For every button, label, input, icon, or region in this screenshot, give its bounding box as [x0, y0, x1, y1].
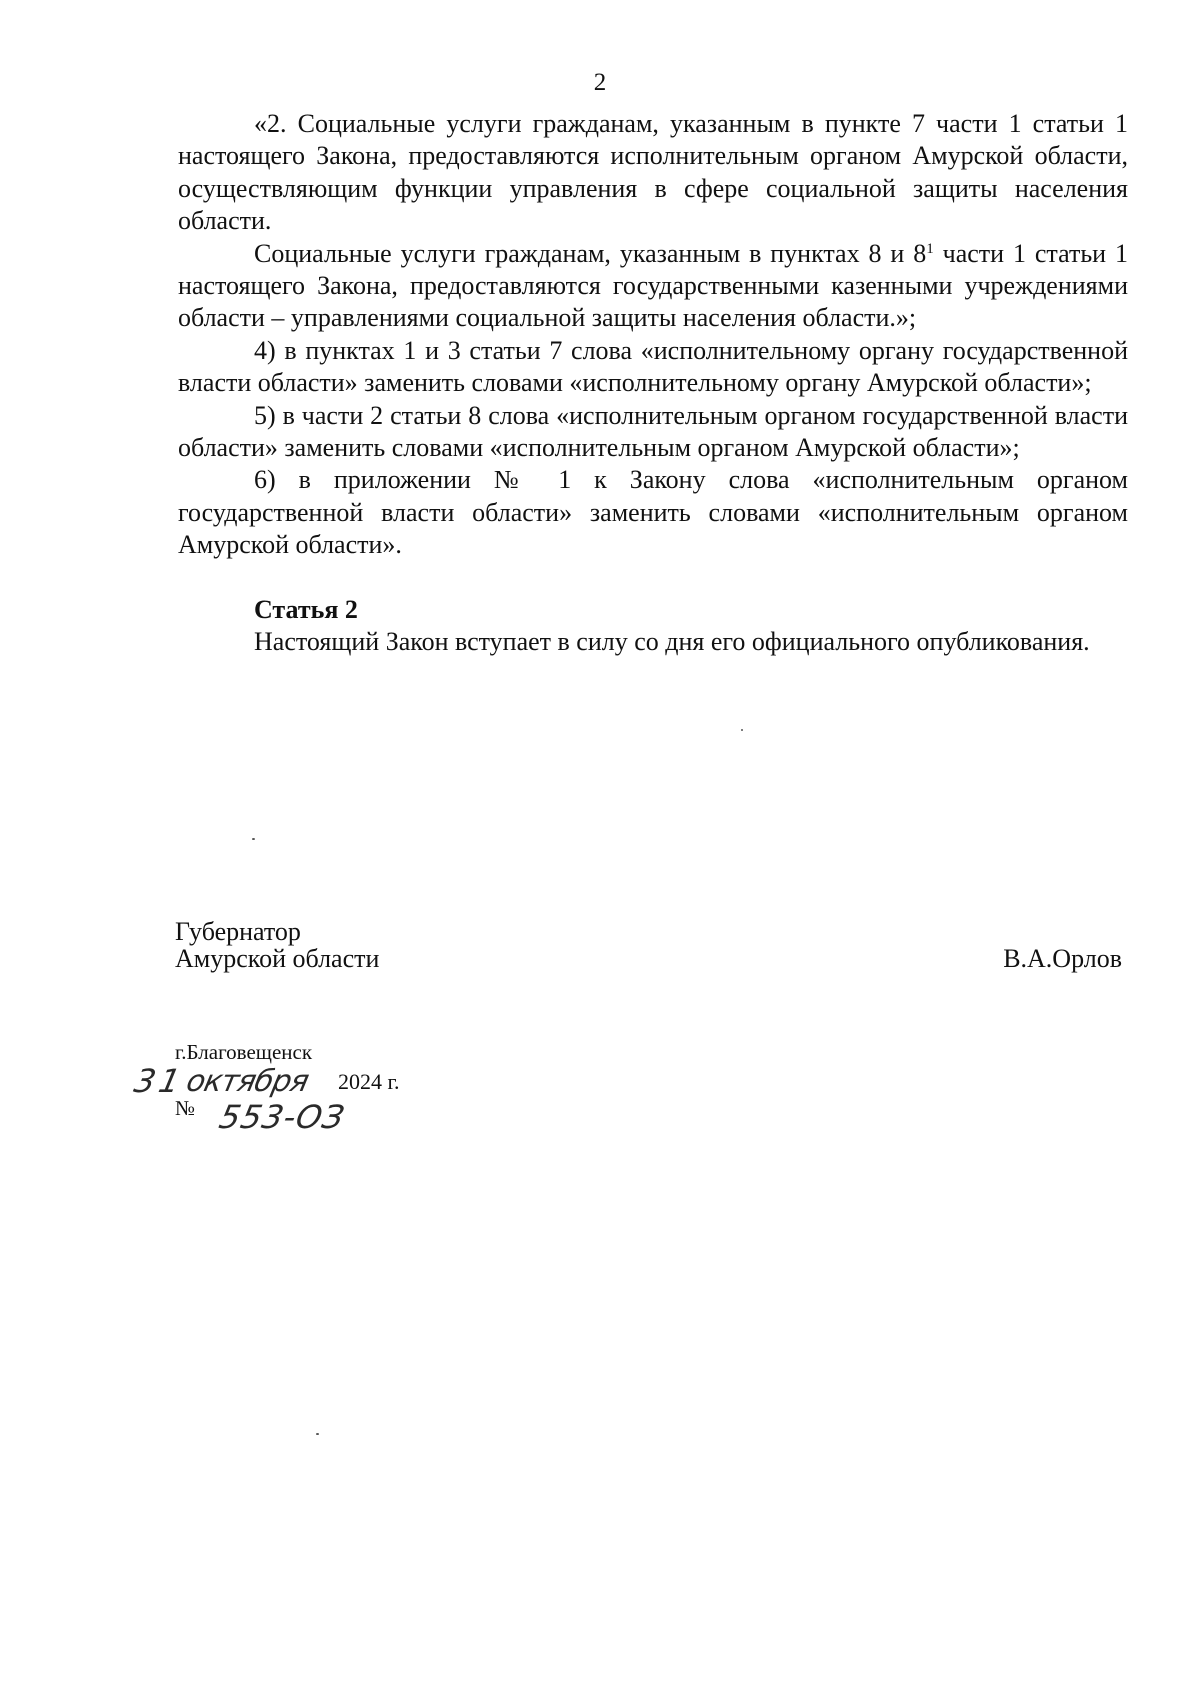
page-number: 2: [593, 69, 607, 96]
superscript: 1: [926, 240, 934, 257]
signatory-title: [175, 918, 379, 972]
paragraph-item-4: 4) в пунктах 1 и 3 статьи 7 слова «исполнительному органу государственной власти области» заменить словами «исполнительному органу Амурской области»;: [178, 335, 1128, 398]
paragraph-social-services-1: «2. Социальные услуги гражданам, указанным в пункте 7 части 1 статьи 1 настоящего Закона, предоставляются исполнительным органом Амурской области, осуществляющим функции управления в сфере социальной защиты населения области.: [178, 109, 1128, 236]
scan-speck: [252, 838, 255, 840]
article-2-text: Настоящий Закон вступает в силу со дня его официального опубликования.: [254, 627, 1090, 657]
law-number-line: [175, 1096, 425, 1136]
signatory-title-line-2: Амурской области: [175, 944, 380, 973]
signatory-name: В.А.Орлов: [1003, 944, 1122, 973]
scan-speck: [316, 1433, 319, 1435]
article-2-heading: Статья 2: [254, 594, 358, 624]
city-name: г.Благовещенск: [175, 1040, 313, 1064]
paragraph-item-6: 6) в приложении № 1 к Закону слова «исполнительным органом государственной власти области» заменить словами «исполнительным органом Амурской области».: [178, 465, 1128, 560]
signatory-title-line-1: Губернатор: [175, 917, 301, 946]
number-sign: №: [175, 1096, 196, 1120]
document-body: [178, 108, 1128, 659]
handwritten-month: октября: [183, 1064, 312, 1099]
paragraph-item-5: 5) в части 2 статьи 8 слова «исполнительным органом государственной власти области» заменить словами «исполнительным органом Амурской области»;: [178, 400, 1128, 463]
handwritten-law-number: 553-ОЗ: [215, 1098, 349, 1136]
handwritten-day: 31: [130, 1062, 188, 1100]
paragraph-social-services-2: [178, 238, 1128, 335]
paragraph-text: части 1 статьи 1 настоящего Закона, предоставляются государственными казенными учреждениями области – управлениями социальной защиты населения области.»;: [178, 238, 1129, 333]
year-text: 2024 г.: [338, 1069, 400, 1094]
scan-speck: [741, 729, 743, 731]
paragraph-text: Социальные услуги гражданам, указанным в пунктах 8 и 8: [254, 238, 927, 268]
